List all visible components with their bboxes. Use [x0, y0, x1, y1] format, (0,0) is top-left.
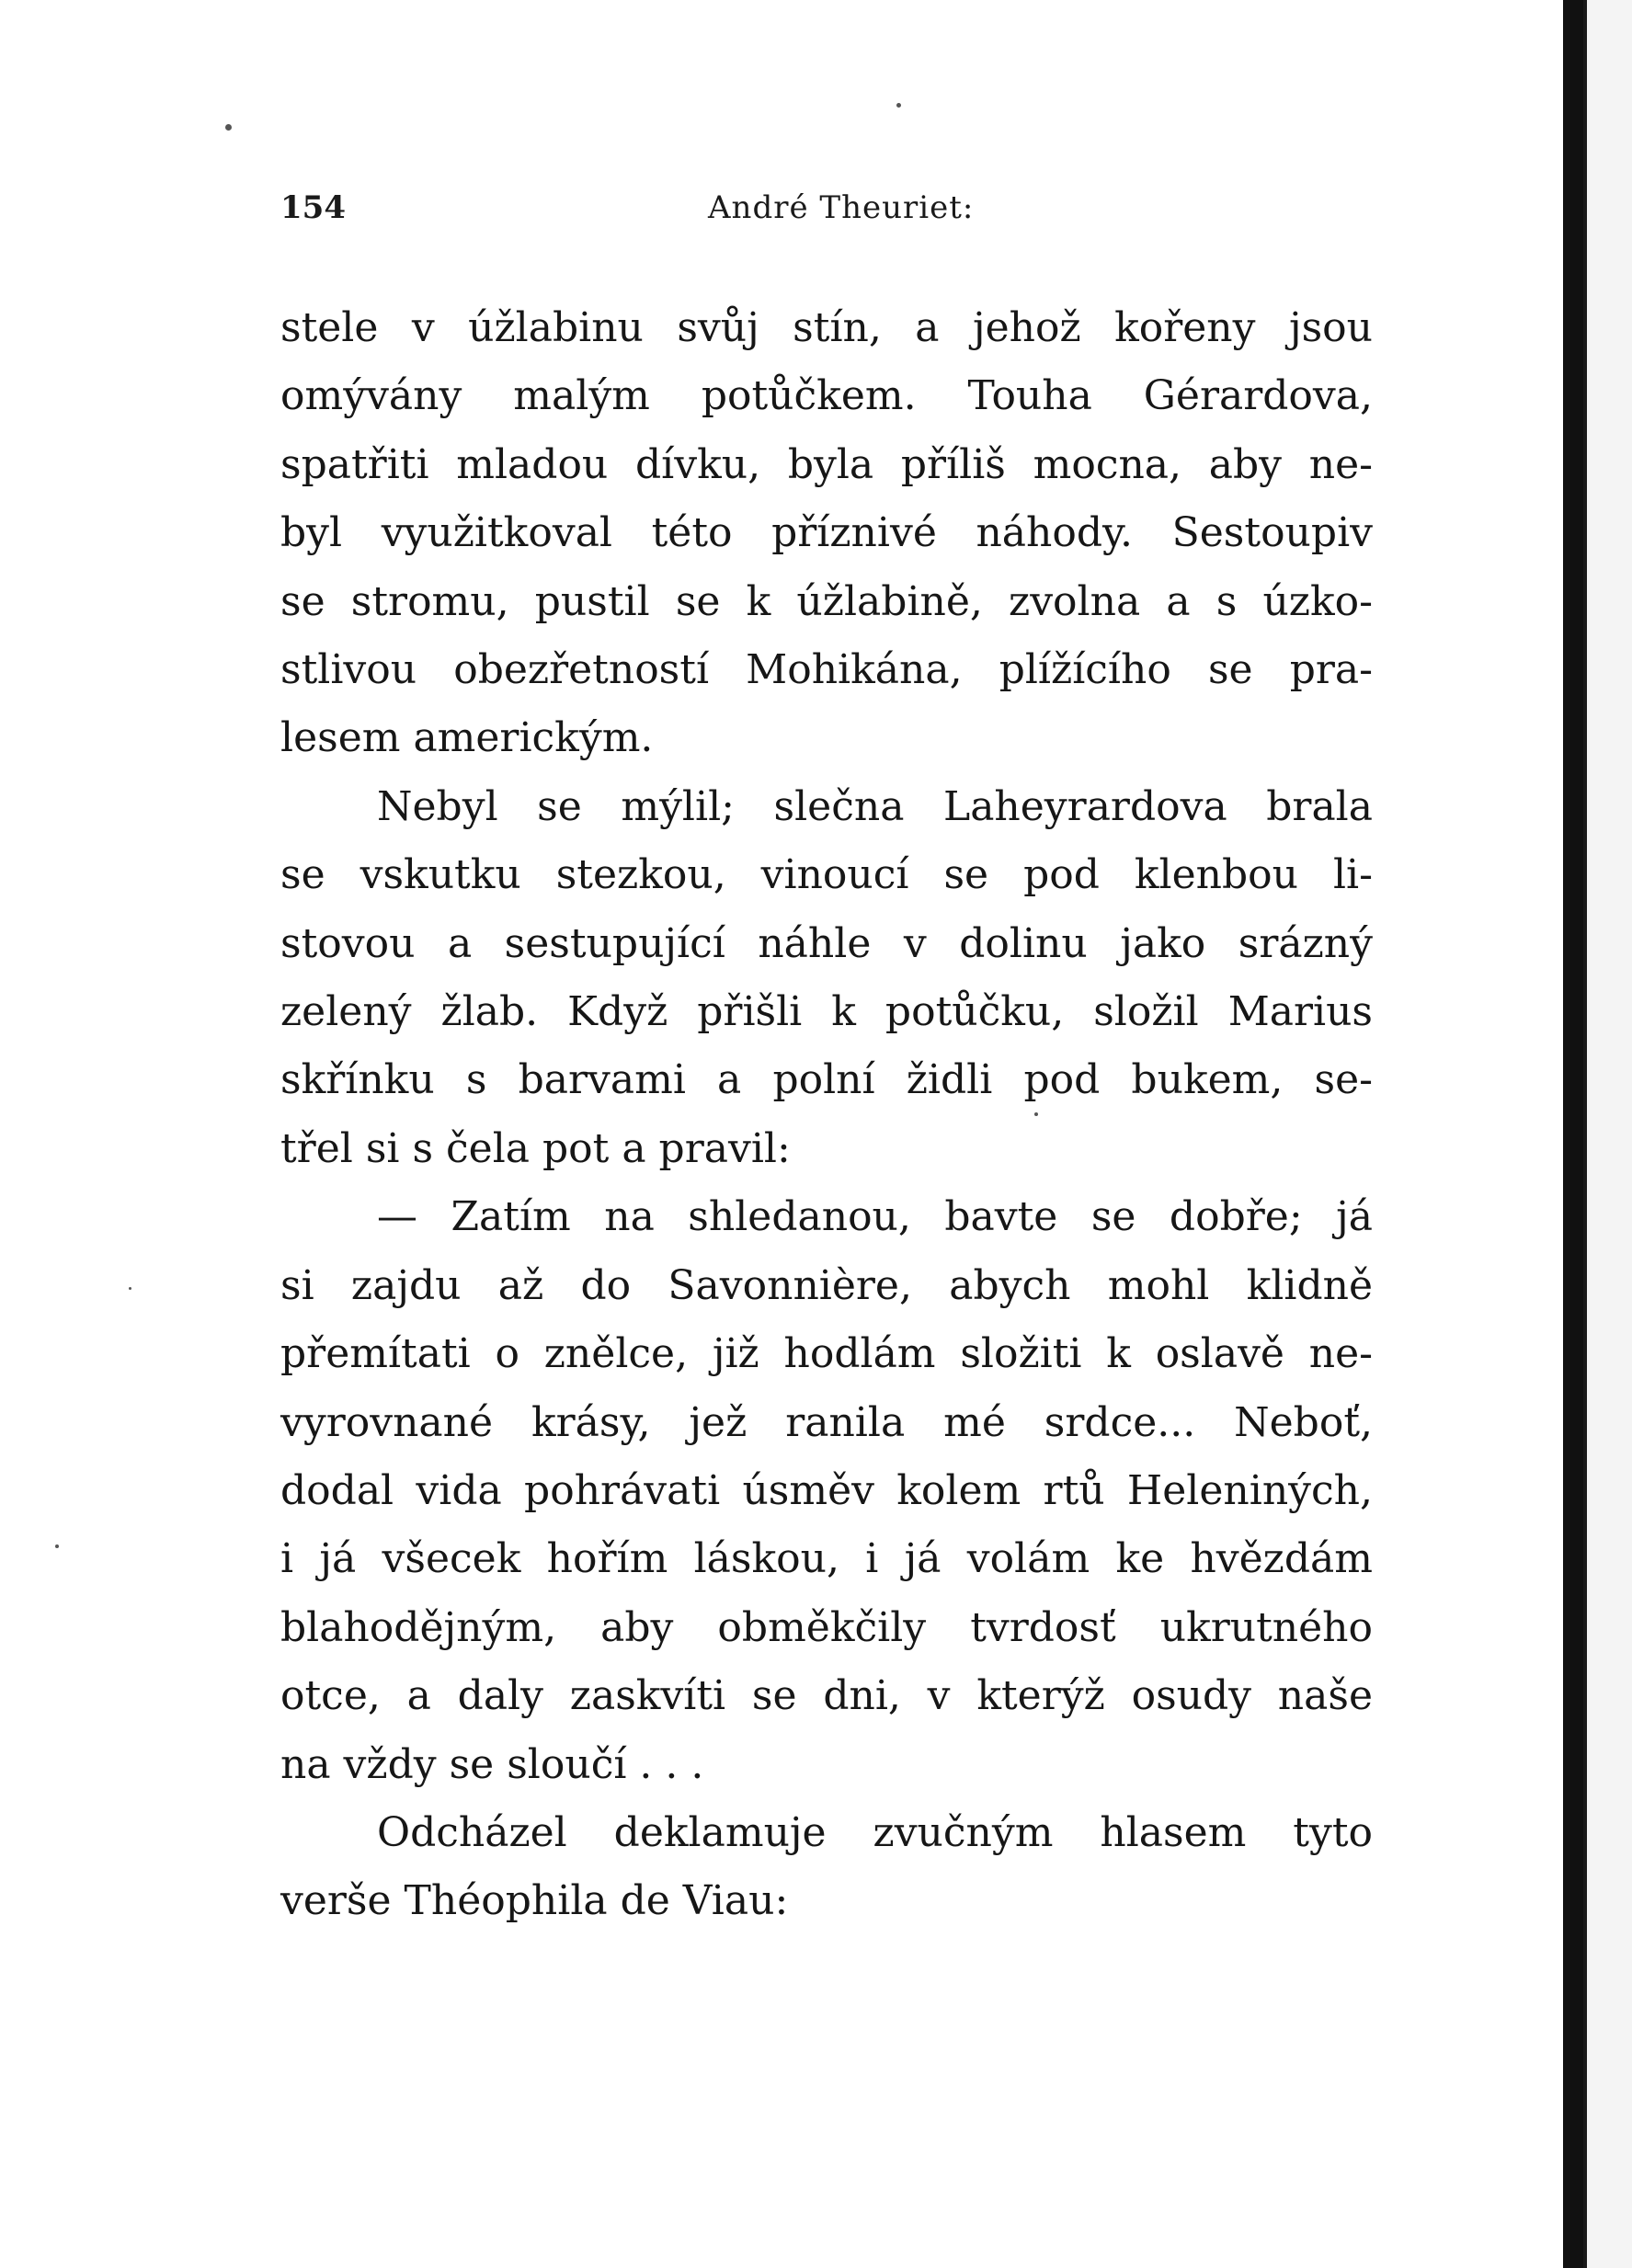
text-line: otce, a daly zaskvíti se dni, v kterýž osudy naše [280, 1672, 1373, 1720]
text-line: i já všecek hořím láskou, i já volám ke hvězdám [280, 1535, 1373, 1583]
scan-speck [225, 124, 232, 131]
text-line: — Zatím na shledanou, bavte se dobře; já [377, 1193, 1373, 1241]
paragraph [280, 773, 1373, 1183]
text-line: na vždy se sloučí . . . [280, 1740, 704, 1788]
next-page-edge [1583, 0, 1632, 2268]
text-line: blahodějným, aby obměkčily tvrdosť ukrutného [280, 1603, 1373, 1651]
text-line: přemítati o znělce, již hodlám složiti k oslavě ne- [280, 1330, 1373, 1378]
text-line: lesem americkým. [280, 714, 654, 762]
text-line: stlivou obezřetností Mohikána, plížícího se pra- [280, 646, 1373, 694]
text-line: se stromu, pustil se k úžlabině, zvolna a s úzko- [280, 577, 1373, 625]
page-number: 154 [280, 189, 346, 226]
paragraph [280, 294, 1373, 773]
text-line: verše Théophila de Viau: [280, 1877, 789, 1925]
text-line: byl využitkoval této příznivé náhody. Sestoupiv [280, 509, 1373, 557]
text-line: zelený žlab. Když přišli k potůčku, složil Marius [280, 988, 1373, 1036]
paragraph [280, 1799, 1373, 1936]
text-line: dodal vida pohrávati úsměv kolem rtů Heleniných, [280, 1466, 1373, 1514]
text-line: si zajdu až do Savonnière, abych mohl klidně [280, 1261, 1373, 1309]
scan-speck [55, 1544, 59, 1548]
text-line: Nebyl se mýlil; slečna Laheyrardova brala [377, 782, 1373, 830]
running-head: André Theuriet: [708, 189, 975, 226]
body-text [280, 294, 1373, 1936]
text-line: stovou a sestupující náhle v dolinu jako srázný [280, 919, 1373, 967]
page-header [280, 189, 1367, 235]
text-line: stele v úžlabinu svůj stín, a jehož kořeny jsou [280, 304, 1373, 351]
text-line: Odcházel deklamuje zvučným hlasem tyto [377, 1808, 1373, 1856]
text-line: skřínku s barvami a polní židli pod bukem, se- [280, 1056, 1373, 1104]
scan-speck [896, 103, 901, 108]
text-line: spatřiti mladou dívku, byla příliš mocna, aby ne- [280, 440, 1373, 488]
text-line: omývány malým potůčkem. Touha Gérardova, [280, 372, 1373, 420]
text-line: vyrovnané krásy, jež ranila mé srdce... Neboť, [280, 1398, 1373, 1446]
text-line: se vskutku stezkou, vinoucí se pod klenbou li- [280, 851, 1373, 899]
text-line: třel si s čela pot a pravil: [280, 1124, 791, 1172]
scan-speck [129, 1287, 131, 1290]
paragraph [280, 1183, 1373, 1799]
